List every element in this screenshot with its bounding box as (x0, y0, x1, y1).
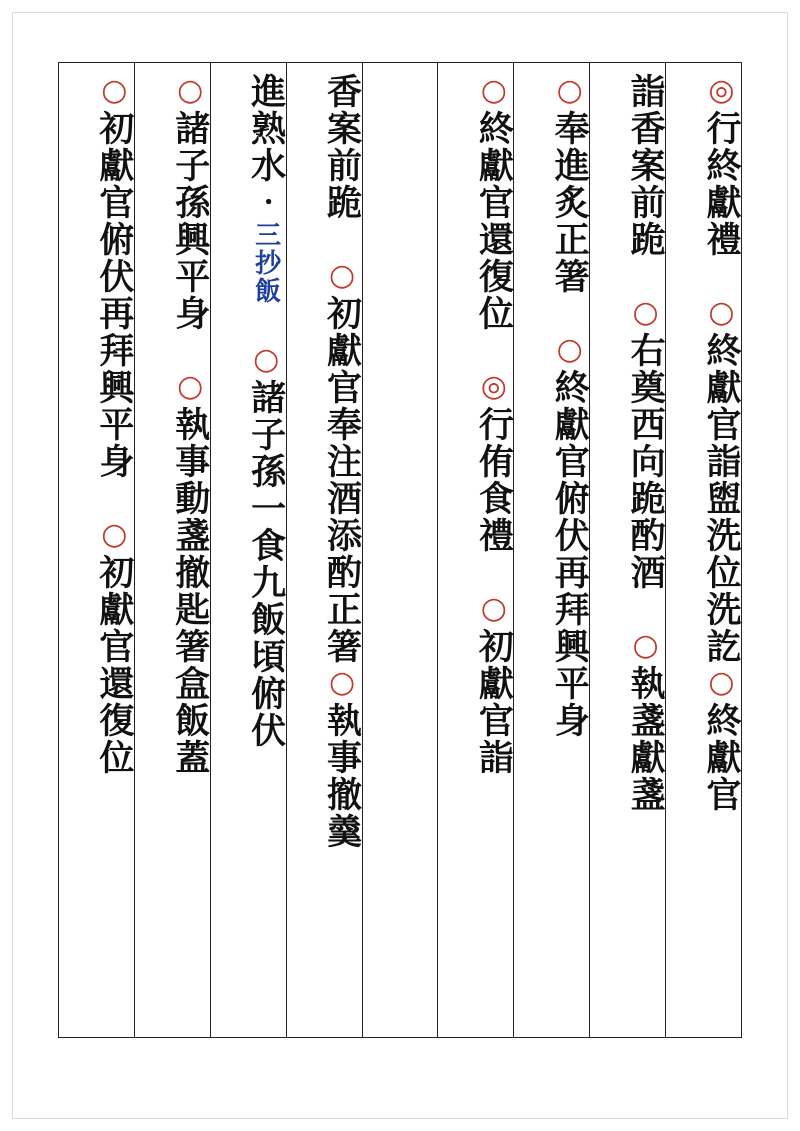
ritual-marker: ○ (628, 591, 664, 665)
ritual-marker: ○ (96, 480, 132, 554)
column-text (440, 73, 515, 776)
ritual-text: 行終獻禮 (701, 110, 742, 258)
annotation-note: 三抄飯 (250, 221, 281, 305)
ritual-text: 初獻官俯伏再拜興平身 (93, 110, 135, 480)
ritual-text: 初獻官還復位 (93, 554, 135, 776)
text-column-1 (665, 63, 741, 1037)
text-column-7 (210, 63, 286, 1037)
text-column-4 (437, 63, 513, 1037)
column-text (668, 73, 742, 813)
ritual-marker: ○ (324, 221, 360, 295)
ritual-marker: ○ (172, 332, 208, 406)
ritual-marker: ○ (248, 305, 284, 379)
ritual-marker: ○ (96, 73, 132, 110)
ritual-marker: ○ (476, 73, 512, 110)
ritual-marker: ○ (552, 295, 588, 369)
ritual-text: 終獻官俯伏再拜興平身 (549, 369, 591, 739)
ritual-marker: ○ (172, 73, 208, 110)
ritual-text: 執事動盞撤匙箸盒飯蓋 (169, 406, 211, 776)
column-text (592, 73, 667, 813)
text-column-5 (362, 63, 438, 1037)
ritual-text: 終獻官詣盥洗位洗訖 (701, 332, 742, 665)
text-column-2 (589, 63, 665, 1037)
ritual-text: 終獻官 (701, 702, 742, 813)
ritual-text: 執盞獻盞 (625, 665, 667, 813)
vertical-text-columns (58, 62, 742, 1038)
text-column-3 (513, 63, 589, 1037)
column-text (213, 73, 287, 749)
ritual-text: 諸子孫一食九飯頃俯伏 (245, 379, 287, 749)
ritual-text: 行侑食禮 (473, 406, 515, 554)
ritual-marker: ○ (324, 665, 360, 702)
ritual-text: 終獻官還復位 (473, 110, 515, 332)
ritual-text: 奉進炙正箸 (549, 110, 591, 295)
ritual-text: 初獻官奉注酒添酌正箸 (321, 295, 363, 665)
column-text (137, 73, 211, 776)
ritual-text: 諸子孫興平身 (169, 110, 211, 332)
ritual-text: 詣香案前跪 (625, 73, 667, 258)
ritual-text: 香案前跪 (321, 73, 363, 221)
ritual-marker: ○ (628, 258, 664, 332)
ritual-text: 初獻官詣 (473, 628, 515, 776)
ritual-marker: ○ (552, 73, 588, 110)
ritual-marker: ◎ (476, 332, 512, 406)
column-text (61, 73, 135, 776)
ritual-text: 右奠西向跪酌酒 (625, 332, 667, 591)
ritual-text: 進熟水‧ (245, 73, 287, 221)
column-text (289, 73, 363, 850)
ritual-marker: ○ (704, 258, 739, 332)
text-column-6 (286, 63, 362, 1037)
ritual-marker: ○ (476, 554, 512, 628)
text-column-8 (134, 63, 210, 1037)
column-text (516, 73, 591, 739)
ritual-marker: ◎ (704, 73, 739, 110)
ritual-marker: ○ (704, 665, 739, 702)
text-column-9 (59, 63, 134, 1037)
ritual-text: 執事撤羹 (321, 702, 363, 850)
